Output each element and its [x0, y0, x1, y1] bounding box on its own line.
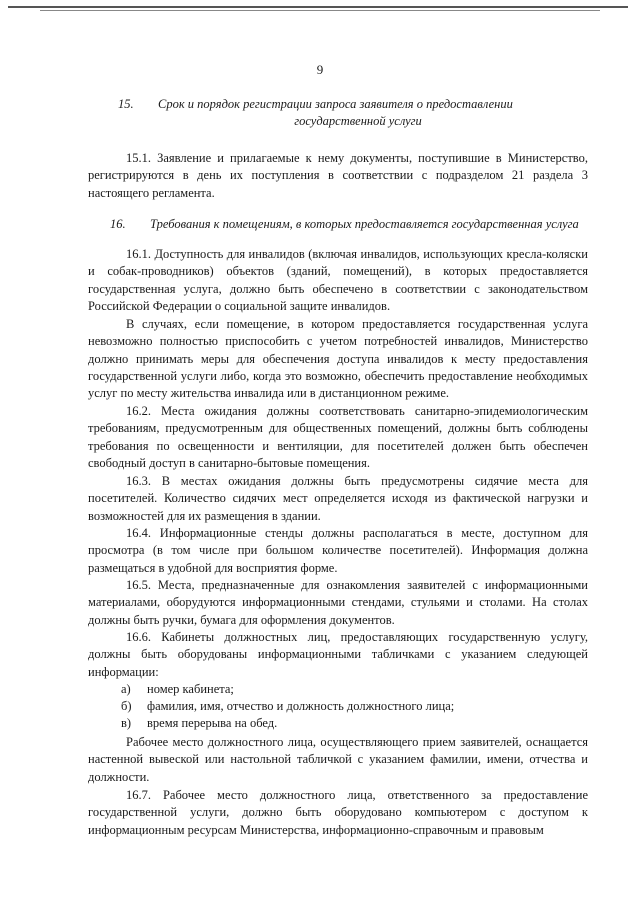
- paragraph-16-4: [88, 525, 588, 577]
- list-item-text: время перерыва на обед.: [147, 716, 278, 730]
- list-item: [121, 698, 571, 715]
- section-15-number: 15.: [118, 97, 134, 111]
- section-15-title-line2: государственной услуги: [294, 114, 422, 128]
- paragraph-16-6b-text: Рабочее место должностного лица, осуществляющего прием заявителей, оснащается настенной вывеской или настольной табличкой с указанием фамилии, имени, отчества и должности.: [88, 735, 588, 784]
- list-item: [121, 681, 571, 698]
- section-16-heading: [110, 216, 610, 233]
- list-item-marker: в): [121, 716, 132, 730]
- paragraph-16-3: [88, 473, 588, 525]
- paragraph-16-2: [88, 403, 588, 472]
- paragraph-15-1: [88, 150, 588, 202]
- paragraph-16-6-text: 16.6. Кабинеты должностных лиц, предоставляющих государственную услугу, должны быть оборудованы информационными табличками с указанием следующей информации:: [88, 630, 588, 679]
- paragraph-16-5: [88, 577, 588, 629]
- paragraph-16-1b-text: В случаях, если помещение, в котором предоставляется государственная услуга невозможно полностью приспособить с учетом потребностей инвалидов, Министерство должно принимать меры для обеспечения доступа инвалидов к месту предоставления государственной услуги либо, когда это возможно, обеспечить предоставление необходимых услуг по месту жительства инвалида или в дистанционном режиме.: [88, 317, 588, 401]
- scan-edge-line: [8, 6, 628, 8]
- paragraph-16-1b: [88, 316, 588, 402]
- list-item-text: фамилия, имя, отчество и должность должностного лица;: [147, 699, 455, 713]
- paragraph-16-2-text: 16.2. Места ожидания должны соответствовать санитарно-эпидемиологическим требованиям, предусмотренным для общественных помещений, должны быть соблюдены требования по освещенности и вентиляции, для посетителей должен быть обеспечен свободный доступ в санитарно-бытовые помещения.: [88, 404, 588, 470]
- paragraph-16-7-text: 16.7. Рабочее место должностного лица, ответственного за предоставление государственной услуги, должно быть оборудовано компьютером с доступом к информационным ресурсам Министерства, информационно-справочным и правовым: [88, 788, 588, 837]
- paragraph-16-1: [88, 246, 588, 315]
- paragraph-16-5-text: 16.5. Места, предназначенные для ознакомления заявителей с информационными материалами, оборудуются информационными стендами, стульями и столами. На столах должны быть ручки, бумага для оформления документов.: [88, 578, 588, 627]
- list-item-text: номер кабинета;: [147, 682, 234, 696]
- paragraph-16-6b: [88, 734, 588, 786]
- list-item: [121, 715, 571, 732]
- section-15-heading: [118, 96, 598, 130]
- paragraph-16-4-text: 16.4. Информационные стенды должны располагаться в месте, доступном для просмотра (в том числе при большом количестве посетителей). Информация должна размещаться в удобной для восприятия форме.: [88, 526, 588, 575]
- page-number: 9: [316, 62, 324, 77]
- section-16-title: Требования к помещениям, в которых предоставляется государственная услуга: [150, 217, 579, 231]
- section-16-number: 16.: [110, 217, 126, 231]
- section-15-title-line1: Срок и порядок регистрации запроса заявителя о предоставлении: [158, 97, 513, 111]
- paragraph-16-1-text: 16.1. Доступность для инвалидов (включая инвалидов, использующих кресла-коляски и собак-проводников) объектов (зданий, помещений), в которых предоставляется государственная услуга, должно быть обеспечено в соответствии с законодательством Российской Федерации о социальной защите инвалидов.: [88, 247, 588, 313]
- scan-edge-line-secondary: [40, 10, 600, 11]
- paragraph-16-6: [88, 629, 588, 681]
- paragraph-16-7: [88, 787, 588, 839]
- list-item-marker: а): [121, 682, 131, 696]
- list-item-marker: б): [121, 699, 132, 713]
- paragraph-15-1-text: 15.1. Заявление и прилагаемые к нему документы, поступившие в Министерство, регистрируются в день их поступления в соответствии с подразделом 21 раздела 3 настоящего регламента.: [88, 151, 588, 200]
- paragraph-16-3-text: 16.3. В местах ожидания должны быть предусмотрены сидячие места для посетителей. Количество сидячих мест определяется исходя из фактической нагрузки и возможностей для их размещения в здании.: [88, 474, 588, 523]
